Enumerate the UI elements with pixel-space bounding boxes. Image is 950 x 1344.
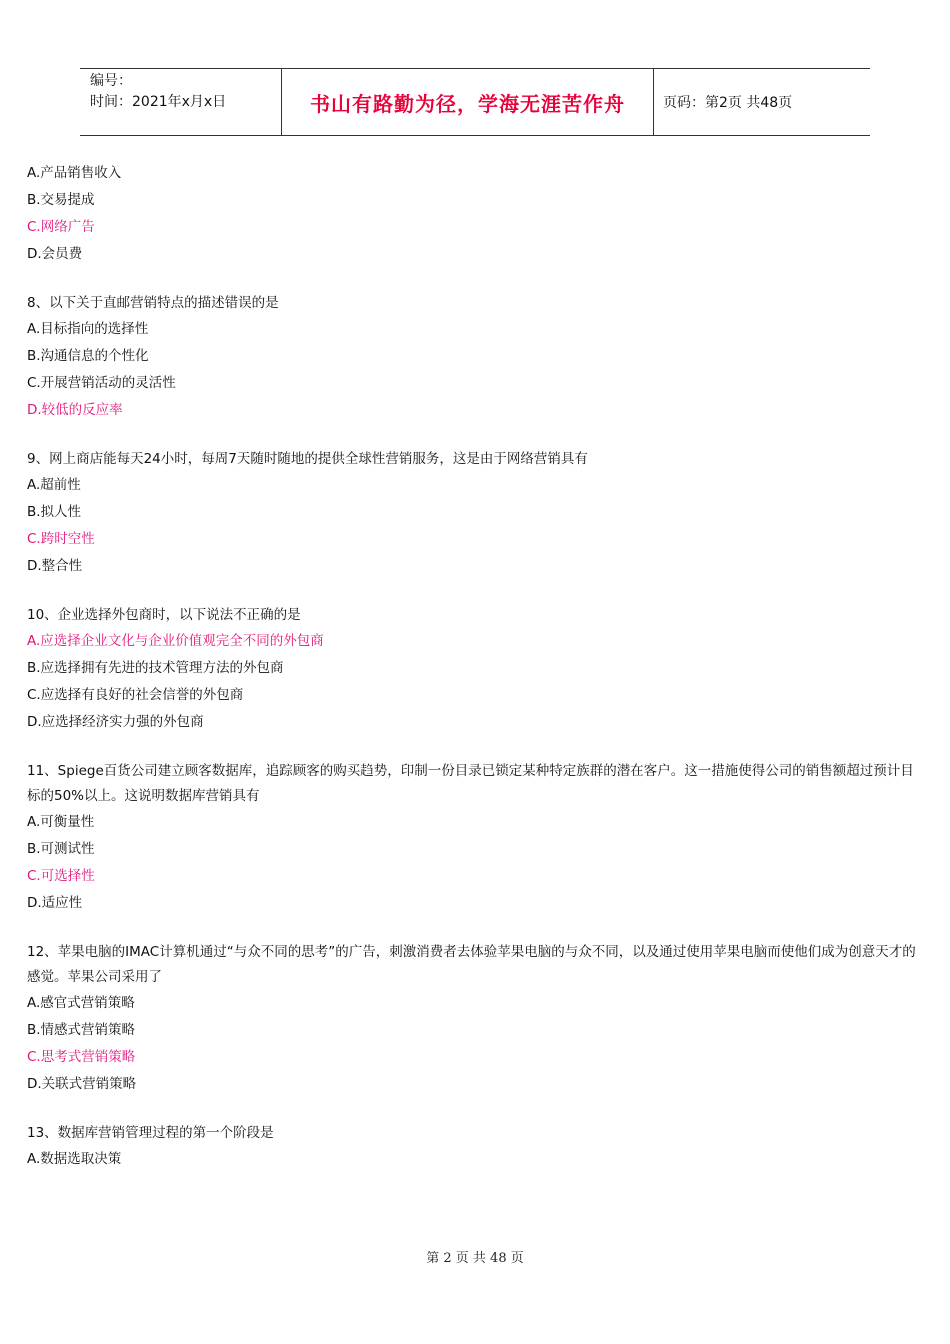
question-block [27,940,923,1098]
prev-question-options [27,160,923,268]
option-item: D.适应性 [27,895,83,911]
option-item-answer: C.可选择性 [27,868,95,884]
option-item: D.关联式营销策略 [27,1076,137,1092]
question-block [27,447,923,580]
option-item: A.感官式营销策略 [27,995,135,1011]
option-item: D.整合性 [27,558,83,574]
option-item: C.开展营销活动的灵活性 [27,375,176,391]
option-item: B.沟通信息的个性化 [27,348,149,364]
option-item: B.应选择拥有先进的技术管理方法的外包商 [27,660,284,676]
option-item: A.目标指向的选择性 [27,321,149,337]
option-item: D.会员费 [27,246,83,262]
option-item: B.交易提成 [27,192,95,208]
option-item: C.应选择有良好的社会信誉的外包商 [27,687,244,703]
option-item: B.拟人性 [27,504,82,520]
option-item-answer: A.应选择企业文化与企业价值观完全不同的外包商 [27,633,324,649]
option-item-answer: C.网络广告 [27,219,95,235]
option-item: B.可测试性 [27,841,95,857]
option-item: B.情感式营销策略 [27,1022,136,1038]
question-block [27,603,923,736]
question-text: 8、以下关于直邮营销特点的描述错误的是 [27,295,279,311]
option-item-answer: D.较低的反应率 [27,402,123,418]
page-header [80,68,870,136]
question-block [27,759,923,917]
question-text: 13、数据库营销管理过程的第一个阶段是 [27,1125,274,1141]
option-item: A.可衡量性 [27,814,95,830]
page-footer: 第 2 页 共 48 页 [426,1251,524,1266]
question-block [27,291,923,424]
question-block [27,1121,923,1173]
header-motto: 书山有路勤为径，学海无涯苦作舟 [281,69,654,135]
question-text: 12、苹果电脑的IMAC计算机通过“与众不同的思考”的广告，刺激消费者去体验苹果电脑的与众不同，以及通过使用苹果电脑而使他们成为创意天才的感觉。苹果公司采用了 [27,944,916,985]
option-item: A.超前性 [27,477,81,493]
option-item-answer: C.跨时空性 [27,531,95,547]
header-meta [80,69,281,135]
serial-label: 编号： [90,73,132,89]
question-text: 9、网上商店能每天24小时，每周7天随时随地的提供全球性营销服务，这是由于网络营销具有 [27,451,588,467]
option-item: A.产品销售收入 [27,165,122,181]
question-content [27,160,923,1173]
question-text: 10、企业选择外包商时，以下说法不正确的是 [27,607,301,623]
question-text: 11、Spiege百货公司建立顾客数据库，追踪顾客的购买趋势，印制一份目录已锁定某种特定族群的潜在客户。这一措施使得公司的销售额超过预计目标的50%以上。这说明数据库营销具有 [27,763,914,804]
option-item: D.应选择经济实力强的外包商 [27,714,204,730]
time-label: 时间：2021年x月x日 [90,94,227,110]
option-item: A.数据选取决策 [27,1151,122,1167]
option-item-answer: C.思考式营销策略 [27,1049,136,1065]
header-page-info: 页码：第2页 共48页 [663,95,793,111]
